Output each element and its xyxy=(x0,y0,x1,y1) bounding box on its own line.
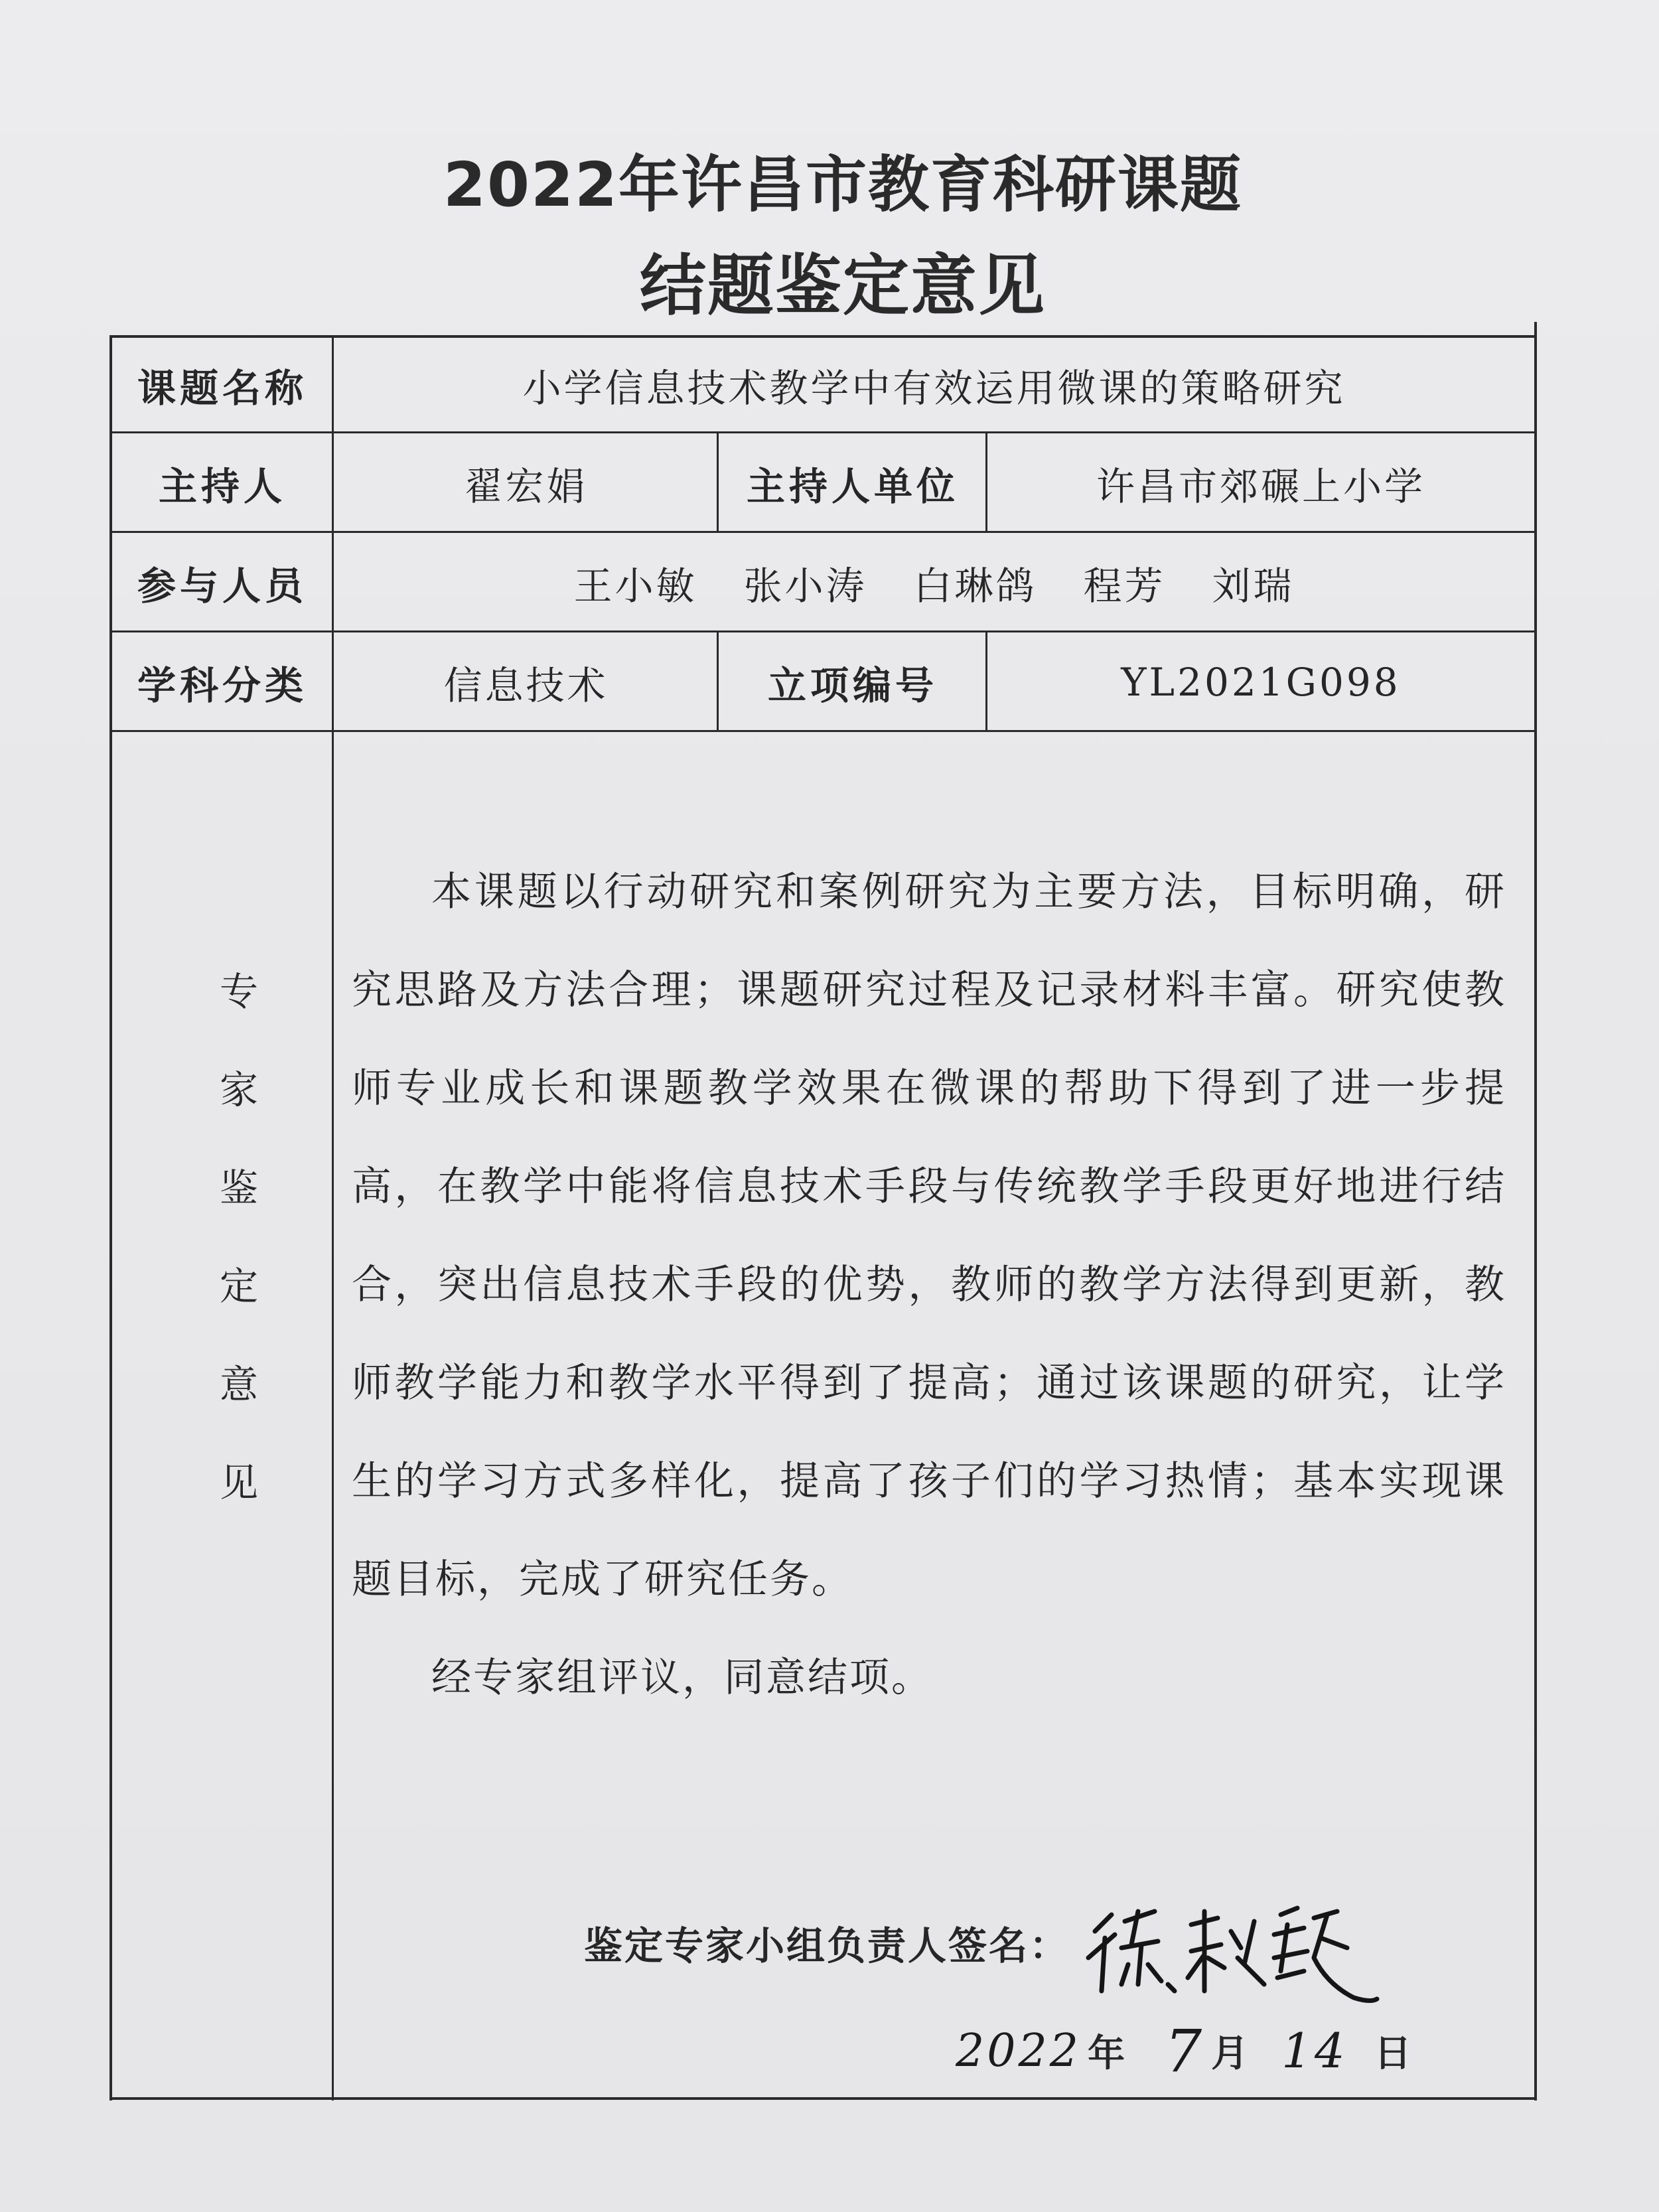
project-no-label: 立项编号 xyxy=(767,662,938,708)
member-name: 程芳 xyxy=(1083,563,1166,609)
opinion-label-char: 鉴 xyxy=(219,1165,258,1211)
host-cell-divider-2 xyxy=(985,431,987,531)
member-name: 张小涛 xyxy=(743,563,867,609)
row-divider-2 xyxy=(109,531,1536,533)
date-year-unit: 年 xyxy=(1088,2032,1125,2075)
date-month: 7 xyxy=(1165,2016,1205,2085)
opinion-paragraph: 本课题以行动研究和案例研究为主要方法，目标明确，研究思路及方法合理；课题研究过程及记录材料丰富。研究使教师专业成长和课题教学效果在微课的帮助下得到了进一步提高，在教学中能将信息技术手段与传统教学手段更好地进行结合，突出信息技术手段的优势，教师的教学方法得到更新，教师教学能力和教学水平得到了提高；通过该课题的研究，让学生的学习方式多样化，提高了孩子们的学习热情；基本实现课题目标，完成了研究任务。 xyxy=(352,869,1506,1603)
members-list xyxy=(335,534,1533,630)
table-border-top xyxy=(109,335,1536,338)
subject-cell-divider-1 xyxy=(717,630,719,730)
table-border-left xyxy=(109,335,112,2101)
document-subtitle: 结题鉴定意见 xyxy=(640,247,1046,325)
date-day: 14 xyxy=(1281,2023,1348,2079)
subject-label: 学科分类 xyxy=(137,662,307,708)
document-title: 2022年许昌市教育科研课题 xyxy=(443,149,1243,220)
opinion-label-char: 见 xyxy=(219,1460,258,1505)
subject-cell-divider-2 xyxy=(985,630,987,730)
opinion-label-char: 定 xyxy=(219,1264,258,1309)
opinion-label-char: 专 xyxy=(219,969,258,1014)
handwritten-signature-icon xyxy=(1075,1885,1380,2018)
row-divider-1 xyxy=(109,431,1536,433)
subject-value: 信息技术 xyxy=(443,662,609,708)
project-no-value: YL2021G098 xyxy=(1121,659,1401,705)
host-cell-divider-1 xyxy=(717,431,719,531)
opinion-label-char: 家 xyxy=(219,1067,258,1112)
date-year: 2022 xyxy=(956,2024,1082,2077)
date-month-unit: 月 xyxy=(1211,2032,1249,2075)
topic-label: 课题名称 xyxy=(137,366,307,411)
opinion-label-char: 意 xyxy=(219,1362,258,1407)
member-name: 王小敏 xyxy=(573,563,697,609)
row-divider-4 xyxy=(109,730,1536,732)
topic-value: 小学信息技术教学中有效运用微课的策略研究 xyxy=(522,366,1346,411)
table-border-bottom xyxy=(109,2097,1536,2100)
label-column-divider xyxy=(332,335,334,2101)
signature-date xyxy=(956,2011,1431,2091)
date-day-unit: 日 xyxy=(1374,2032,1411,2075)
host-label: 主持人 xyxy=(158,463,286,509)
table-border-right xyxy=(1534,322,1537,2101)
member-name: 刘瑞 xyxy=(1212,563,1295,609)
opinion-label xyxy=(199,942,279,1532)
host-unit-label: 主持人单位 xyxy=(746,463,959,509)
signature-label: 鉴定专家小组负责人签名： xyxy=(584,1923,1070,1968)
member-name: 白琳鸽 xyxy=(913,563,1037,609)
opinion-conclusion: 经专家组评议，同意结项。 xyxy=(431,1655,933,1701)
opinion-text xyxy=(352,843,1506,1727)
members-label: 参与人员 xyxy=(137,563,307,609)
row-divider-3 xyxy=(109,630,1536,632)
host-value: 翟宏娟 xyxy=(464,463,588,509)
host-unit-value: 许昌市郊碾上小学 xyxy=(1096,463,1425,509)
